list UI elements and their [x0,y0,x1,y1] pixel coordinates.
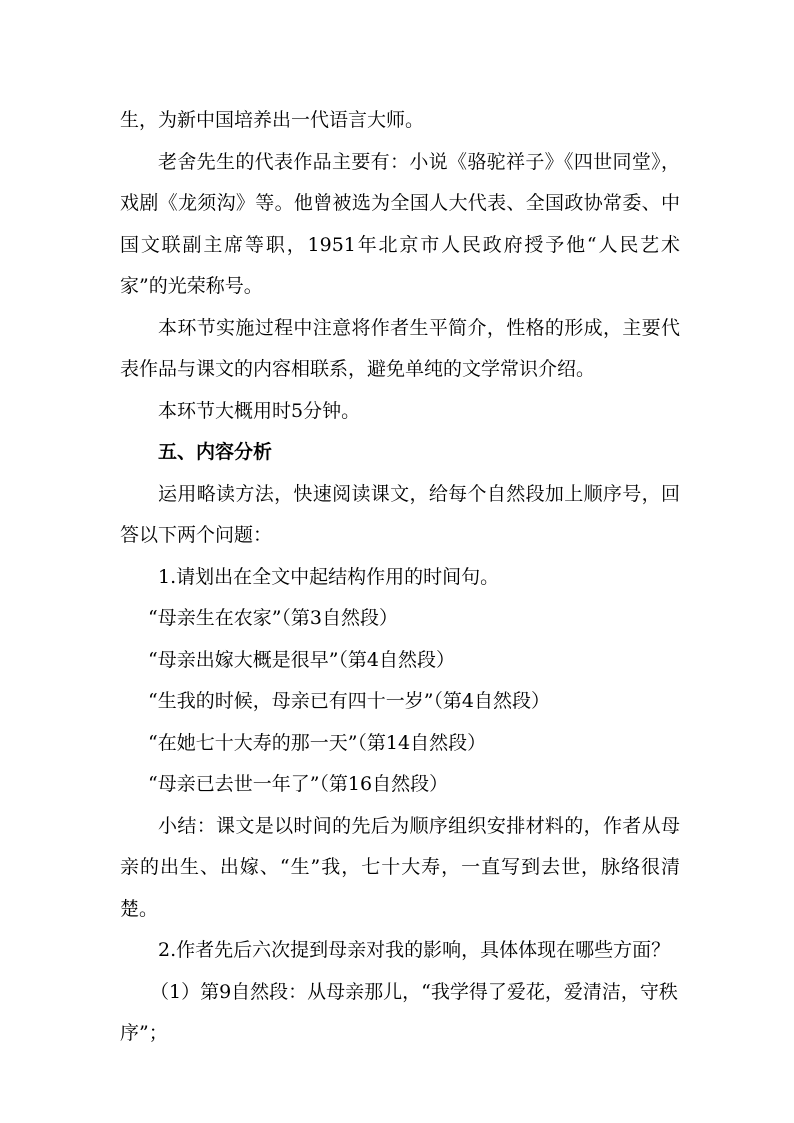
question-2: 2.作者先后六次提到母亲对我的影响，具体体现在哪些方面？ [158,939,671,961]
paragraph-instructions: 运用略读方法，快速阅读课文，给每个自然段加上顺序号，回答以下两个问题： [120,482,680,546]
time-sentence-5: “母亲已去世一年了”（第16自然段） [148,773,449,795]
document-body [120,100,680,1055]
time-sentence-2: “母亲出嫁大概是很早”（第4自然段） [148,648,456,671]
answer-1: （1）第9自然段：从母亲那儿，“我学得了爱花，爱清洁，守秩序”； [120,980,678,1044]
paragraph-representative-works: 老舍先生的代表作品主要有：小说《骆驼祥子》《四世同堂》，戏剧《龙须沟》等。他曾被选为全国人大代表、全国政协常委、中国文联副主席等职，1951年北京市人民政府授予他“人民艺术家”的光荣称号。 [120,150,680,297]
paragraph-continuation: 生，为新中国培养出一代语言大师。 [120,109,425,131]
time-sentence-3: “生我的时候，母亲已有四十一岁”（第4自然段） [148,690,551,712]
paragraph-time-used: 本环节大概用时5分钟。 [158,399,361,422]
paragraph-summary: 小结：课文是以时间的先后为顺序组织安排材料的，作者从母亲的出生、出嫁、“生”我，七十大寿，一直写到去世，脉络很清楚。 [120,814,680,920]
question-1: 1.请划出在全文中起结构作用的时间句。 [158,565,500,588]
time-sentence-4: “在她七十大寿的那一天”（第14自然段） [148,731,487,754]
section-heading: 五、内容分析 [158,441,273,463]
time-sentence-1: “母亲生在农家”（第3自然段） [148,607,399,629]
paragraph-implementation-note: 本环节实施过程中注意将作者生平简介，性格的形成，主要代表作品与课文的内容相联系，避免单纯的文学常识介绍。 [120,316,680,380]
